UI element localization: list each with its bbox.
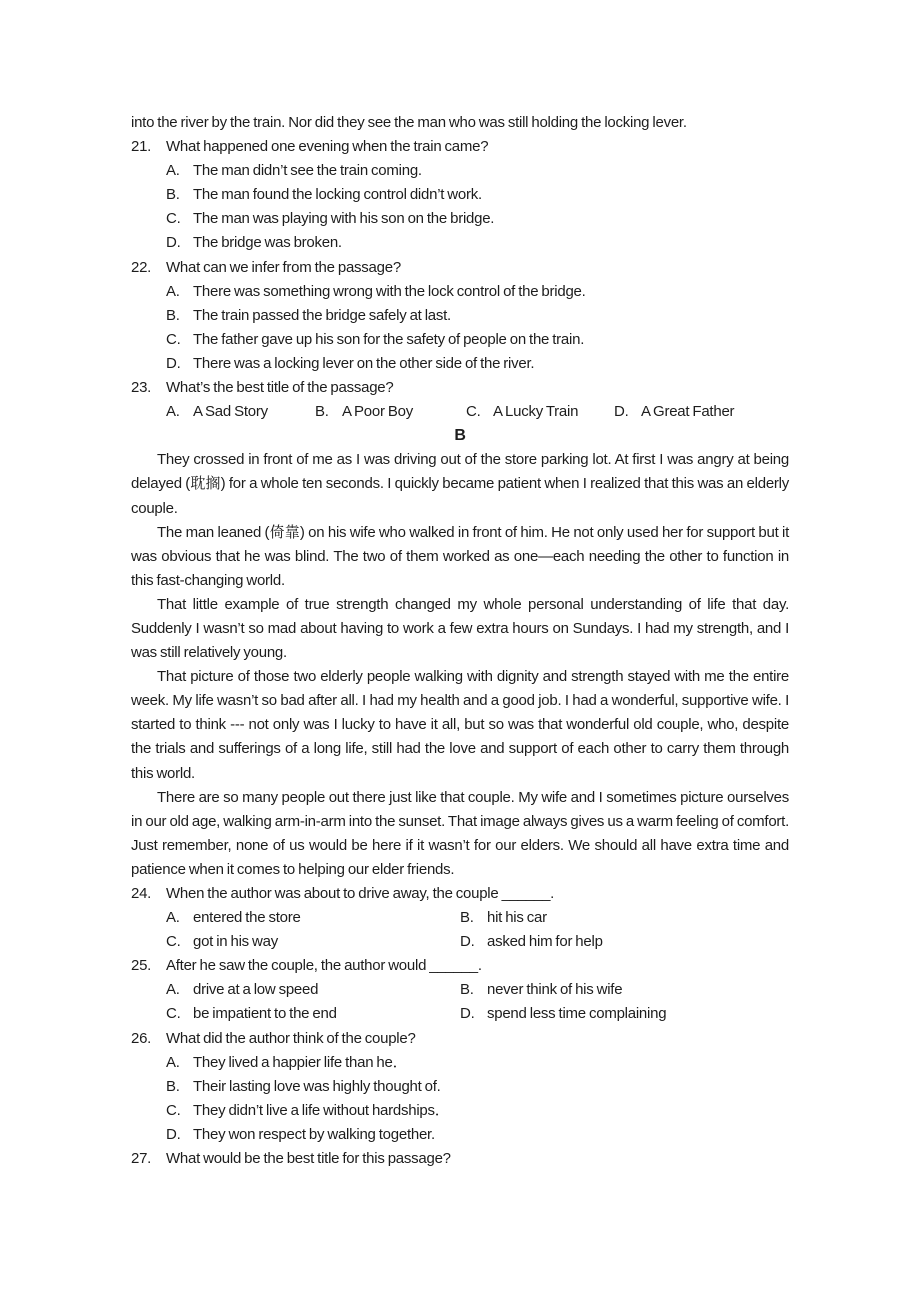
question-25-option-a	[166, 978, 460, 1002]
question-27-text: What would be the best title for this passage?	[166, 1150, 451, 1168]
question-26-option-d	[131, 1123, 789, 1147]
option-text: The man was playing with his son on the bridge.	[193, 210, 495, 228]
question-24-options-row-2	[131, 930, 789, 954]
question-23-option-a	[166, 400, 315, 424]
question-22	[131, 256, 789, 280]
passage-b-paragraph-5: There are so many people out there just like that couple. My wife and I sometimes picture ourselves in our old age, walking arm-in-arm into the sunset. That image always gives us a warm feeling of comfort. Just remember, none of us would be here if it wasn’t for our elders. We should all have extra time and patience when it comes to helping our elder friends.	[131, 788, 789, 878]
option-text: The man didn’t see the train coming.	[193, 162, 422, 180]
question-23-option-c	[466, 400, 614, 424]
question-23-number: 23.	[131, 379, 152, 397]
question-22-option-b	[131, 304, 789, 328]
question-24-option-a	[166, 906, 460, 930]
question-21-option-c	[131, 207, 789, 231]
option-letter: A.	[166, 403, 180, 421]
question-23-options	[131, 400, 789, 424]
question-22-option-d	[131, 352, 789, 376]
option-text: The train passed the bridge safely at last.	[193, 306, 451, 324]
option-letter: A.	[166, 282, 180, 300]
question-21-number: 21.	[131, 138, 152, 156]
question-23-option-d	[614, 400, 734, 424]
option-letter: C.	[166, 1005, 181, 1023]
option-letter: B.	[315, 403, 329, 421]
option-letter: A.	[166, 162, 180, 180]
option-text: hit his car	[487, 909, 547, 927]
passage-b-paragraph-3: That little example of true strength changed my whole personal understanding of life that day. Suddenly I wasn’t so mad about having to work a few extra hours on Sundays. I had my strength, and I was still relatively young.	[131, 595, 789, 662]
question-26-text: What did the author think of the couple?	[166, 1029, 416, 1047]
passage-b-paragraph-2: The man leaned (倚靠) on his wife who walked in front of him. He not only used her for support but it was obvious that he was blind. The two of them worked as one—each needing the other to function in this fast-changing world.	[131, 523, 789, 589]
question-22-option-a	[131, 280, 789, 304]
option-letter: D.	[166, 1125, 181, 1143]
question-24-options-row-1	[131, 906, 789, 930]
question-21-option-b	[131, 183, 789, 207]
exam-content	[131, 111, 789, 1171]
option-letter: B.	[460, 909, 474, 927]
question-24-option-d	[460, 930, 789, 954]
question-21-option-d	[131, 231, 789, 255]
option-letter: C.	[166, 1101, 181, 1119]
option-letter: D.	[166, 234, 181, 252]
option-letter: B.	[166, 306, 180, 324]
option-text: The father gave up his son for the safety of people on the train.	[193, 330, 585, 348]
option-text: They didn’t live a life without hardships．	[193, 1101, 450, 1119]
question-27-number: 27.	[131, 1150, 152, 1168]
question-24-text: When the author was about to drive away, the couple ______.	[166, 885, 555, 902]
option-letter: C.	[166, 210, 181, 228]
option-text: They won respect by walking together.	[193, 1125, 435, 1143]
option-text: They lived a happier life than he．	[193, 1053, 408, 1071]
option-text: never think of his wife	[487, 981, 623, 999]
option-text: A Sad Story	[193, 403, 268, 421]
passage-a-continuation-line: into the river by the train. Nor did they see the man who was still holding the locking lever.	[131, 114, 687, 131]
option-text: There was a locking lever on the other side of the river.	[193, 354, 535, 372]
option-letter: D.	[614, 403, 629, 421]
question-22-number: 22.	[131, 258, 152, 276]
option-letter: D.	[166, 354, 181, 372]
question-24	[131, 882, 789, 906]
question-26-number: 26.	[131, 1029, 152, 1047]
question-22-text: What can we infer from the passage?	[166, 258, 401, 276]
option-letter: C.	[166, 330, 181, 348]
question-24-number: 24.	[131, 885, 152, 902]
option-letter: D.	[460, 1005, 475, 1023]
question-25	[131, 954, 789, 978]
option-text: There was something wrong with the lock control of the bridge.	[193, 282, 586, 300]
question-26-option-b	[131, 1075, 789, 1099]
option-text: entered the store	[193, 909, 301, 927]
question-26	[131, 1027, 789, 1051]
option-text: drive at a low speed	[193, 981, 319, 999]
question-26-option-a	[131, 1051, 789, 1075]
question-23	[131, 376, 789, 400]
option-text: A Lucky Train	[493, 403, 579, 421]
option-letter: D.	[460, 933, 475, 951]
question-25-option-b	[460, 978, 789, 1002]
option-text: A Poor Boy	[342, 403, 413, 421]
option-letter: B.	[166, 186, 180, 204]
question-25-number: 25.	[131, 957, 152, 975]
question-25-option-d	[460, 1002, 789, 1026]
passage-b-paragraph-1: They crossed in front of me as I was driving out of the store parking lot. At first I was angry at being delayed (耽搁) for a whole ten seconds. I quickly became patient when I realized that this was an elderly couple.	[131, 451, 789, 517]
question-23-option-b	[315, 400, 466, 424]
option-text: got in his way	[193, 933, 278, 951]
question-22-option-c	[131, 328, 789, 352]
passage-b-paragraph-4: That picture of those two elderly people walking with dignity and strength stayed with me the entire week. My life wasn’t so bad after all. I had my health and a good job. I had a wonderful, supportive wife. I started to think --- not only was I lucky to have it all, but so was that wonderful old couple, who, despite the trials and sufferings of a long life, still had the love and support of each other to carry them through this world.	[131, 668, 789, 782]
question-21-text: What happened one evening when the train came?	[166, 138, 489, 156]
option-letter: C.	[466, 403, 481, 421]
option-letter: A.	[166, 909, 180, 927]
question-25-options-row-2	[131, 1002, 789, 1026]
question-21-option-a	[131, 159, 789, 183]
question-21	[131, 135, 789, 159]
option-text: be impatient to the end	[193, 1005, 337, 1023]
question-25-text: After he saw the couple, the author would ______.	[166, 957, 482, 975]
option-text: asked him for help	[487, 933, 603, 951]
option-text: A Great Father	[641, 403, 735, 421]
option-letter: B.	[166, 1077, 180, 1095]
question-25-options-row-1	[131, 978, 789, 1002]
option-letter: A.	[166, 1053, 180, 1071]
option-text: spend less time complaining	[487, 1005, 667, 1023]
option-text: The bridge was broken.	[193, 234, 342, 252]
question-27	[131, 1147, 789, 1171]
question-25-option-c	[166, 1002, 460, 1026]
option-text: Their lasting love was highly thought of.	[193, 1077, 441, 1095]
option-text: The man found the locking control didn’t work.	[193, 186, 482, 204]
question-23-text: What’s the best title of the passage?	[166, 379, 394, 397]
question-24-option-b	[460, 906, 789, 930]
question-24-option-c	[166, 930, 460, 954]
section-b-heading: B	[454, 427, 466, 445]
option-letter: B.	[460, 981, 474, 999]
option-letter: C.	[166, 933, 181, 951]
option-letter: A.	[166, 981, 180, 999]
question-26-option-c	[131, 1099, 789, 1123]
